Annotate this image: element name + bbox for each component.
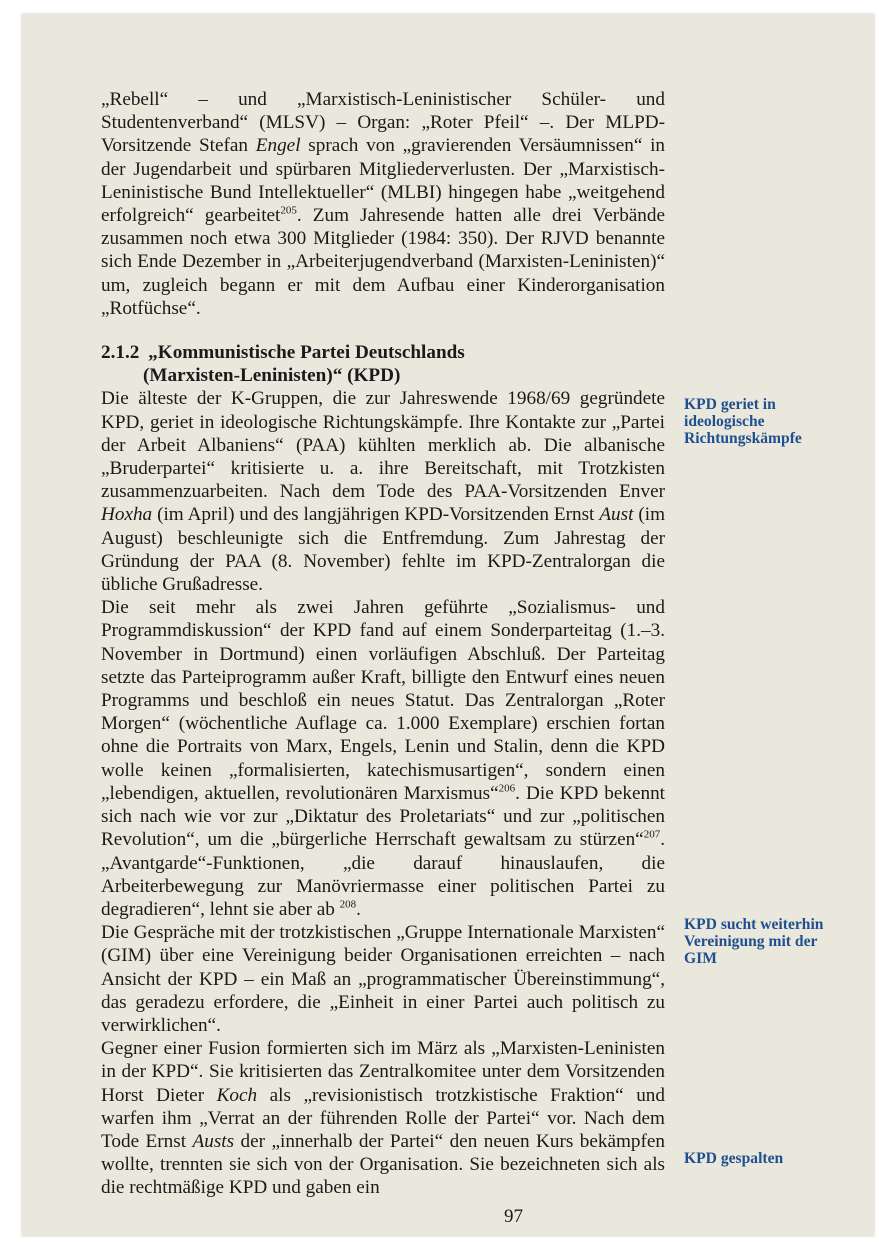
footnote-ref-207: 207 (643, 828, 661, 841)
footnote-ref-208: 208 (339, 898, 357, 911)
margin-note-gespalten: KPD gespalten (684, 1150, 784, 1167)
section-title-line1: „Kommunistische Partei Deutschlands (148, 342, 465, 364)
footnote-ref-205: 205 (280, 204, 297, 217)
page-number: 97 (504, 1206, 523, 1227)
paragraph-gim: Die Gespräche mit der trotzkistischen „Gruppe Internationale Marxisten“ (GIM) über eine Vereinigung beider Organisationen erreichten – nach Ansicht der KPD – ein Maß an „programmatischer Übereinstimmung“, das geradezu erfordere, die „Einheit in einer Partei auch politisch zu verwirklichen“. (101, 922, 665, 1036)
name-engel: Engel (255, 135, 301, 157)
paragraph-programmdiskussion: Die seit mehr als zwei Jahren geführte „Sozialismus- und Programmdiskussion“ der KPD fand auf einem Sonderparteitag (1.–3. November in Dortmund) einen vorläufigen Abschluß. Der Parteitag setzte das Parteiprogramm außer Kraft, billigte den Entwurf eines neuen Programms und beschloß ein neues Statut. Das Zentralorgan „Roter Morgen“ (wöchentliche Auflage ca. 1.000 Exemplare) erschien fortan ohne die Portraits von Marx, Engels, Lenin und Stalin, denn die KPD wolle keinen „formalisierten, katechismusartigen“, sondern einen „lebendigen, aktuellen, revolutionären Marxismus“$^{206}$. Die KPD bekennt sich nach wie vor zur „Diktatur des Proletariats“ und zur „politischen Revolution“, um die „bürgerliche Herrschaft gewaltsam zu stürzen“$^{207}$. „Avantgarde“-Funktionen, „die darauf hinauslaufen, die Arbeiterbewegung zur Manövriermasse einer politischen Partei zu degradieren“, lehnt sie aber ab $^{208}$. (101, 597, 666, 920)
section-heading (101, 341, 665, 387)
paragraph-k-gruppen: Die älteste der K-Gruppen, die zur Jahreswende 1968/69 gegründete KPD, geriet in ideologische Richtungskämpfe. Ihre Kontakte zur „Partei der Arbeit Albaniens“ (PAA) kühlten merklich ab. Die albanische „Bruderpartei“ kritisierte u. a. ihre Bereitschaft, mit Trotzkisten zusammenzuarbeiten. Nach dem Tode des PAA-Vorsitzenden Enver Hoxha (im April) und des langjährigen KPD-Vorsitzenden Ernst Aust (im August) beschleunigte sich die Entfremdung. Zum Jahrestag der Gründung der PAA (8. November) fehlte im KPD-Zentralorgan die übliche Grußadresse. (101, 388, 665, 596)
name-austs: Austs (192, 1130, 235, 1152)
paragraph-gegner: Gegner einer Fusion formierten sich im März als „Marxisten-Leninisten in der KPD“. Sie kritisierten das Zentralkomitee unter dem Vorsitzenden Horst Dieter Koch als „revisionistisch trotzkistische Fraktion“ und warfen ihm „Verrat an der führenden Rolle der Partei“ vor. Nach dem Tode Ernst Austs der „innerhalb der Partei“ den neuen Kurs bekämpfen wollte, trennten sie sich von der Organisation. Sie bezeichneten sich als die rechtmäßige KPD und gaben ein (101, 1038, 666, 1199)
section-number: 2.1.2 (101, 342, 140, 364)
paragraph-rebell: „Rebell“ – und „Marxistisch-Leninistischer Schüler- und Studentenverband“ (MLSV) – Organ: „Roter Pfeil“ –. Der MLPD-Vorsitzende Stefan Engel sprach von „gravierenden Versäumnissen“ in der Jugendarbeit und spürbaren Mitgliederverlusten. Der „Marxistisch-Leninistische Bund Intellektueller“ (MLBI) hingegen habe „weitgehend erfolgreich“ gearbeitet$^{205}$. Zum Jahresende hatten alle drei Verbände zusammen noch etwa 300 Mitglieder (1984: 350). Der RJVD benannte sich Ende Dezember in „Arbeiterjugendverband (Marxisten-Leninisten)“ um, zugleich begann er mit dem Aufbau einer Kinderorganisation „Rotfüchse“. (101, 89, 666, 319)
name-koch: Koch (216, 1084, 258, 1106)
footnote-ref-206: 206 (498, 782, 516, 795)
name-aust: Aust (599, 504, 634, 526)
section-title-line2: (Marxisten-Leninisten)“ (KPD) (143, 365, 401, 387)
name-hoxha: Hoxha (101, 504, 153, 526)
margin-note-vereinigung: KPD sucht weiterhin Vereinigung mit der GIM (684, 916, 824, 967)
main-text-column (101, 88, 665, 1200)
margin-note-richtungskaempfe: KPD geriet in ideologische Richtungskämpfe (684, 396, 802, 447)
